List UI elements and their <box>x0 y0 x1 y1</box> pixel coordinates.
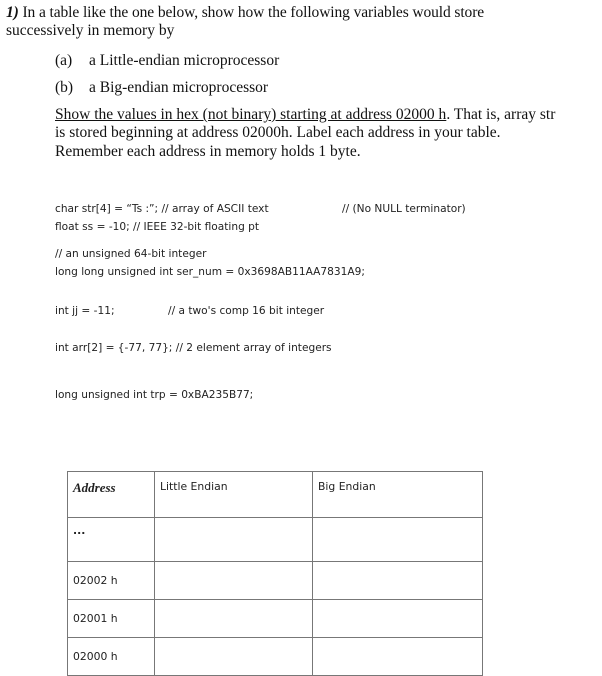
little-endian-cell[interactable] <box>155 562 313 600</box>
big-endian-cell[interactable] <box>313 518 483 562</box>
part-b <box>55 79 268 97</box>
code-jj-comment: // a two's comp 16 bit integer <box>168 305 325 317</box>
big-endian-cell[interactable] <box>313 562 483 600</box>
address-cell: 02002 h <box>68 562 155 600</box>
big-endian-cell[interactable] <box>313 600 483 638</box>
code-ser-comment: // an unsigned 64-bit integer <box>55 248 207 260</box>
instructions-line-1 <box>55 106 555 124</box>
instructions-underlined: Show the values in hex (not binary) starting at address 02000 h <box>55 106 447 123</box>
table-header-row <box>68 472 483 518</box>
code-str-decl: char str[4] = “Ts :”; // array of ASCII text <box>55 203 269 215</box>
header-little-endian: Little Endian <box>155 472 313 518</box>
little-endian-cell[interactable] <box>155 638 313 676</box>
part-b-text: a Big-endian microprocessor <box>89 79 269 96</box>
address-cell: 02001 h <box>68 600 155 638</box>
code-ser-decl: long long unsigned int ser_num = 0x3698AB11AA7831A9; <box>55 266 365 278</box>
code-trp-decl: long unsigned int trp = 0xBA235B77; <box>55 389 254 401</box>
memory-table <box>67 471 483 676</box>
big-endian-cell[interactable] <box>313 638 483 676</box>
address-cell: ... <box>68 518 155 562</box>
question-line-2: successively in memory by <box>6 22 175 39</box>
table-row <box>68 518 483 562</box>
instructions-rest: . That is, array str <box>446 106 556 123</box>
code-arr-decl: int arr[2] = {-77, 77}; // 2 element array of integers <box>55 342 332 354</box>
little-endian-cell[interactable] <box>155 518 313 562</box>
part-a <box>55 52 279 70</box>
code-jj-decl: int jj = -11; <box>55 305 115 317</box>
instructions-line-2: is stored beginning at address 02000h. Label each address in your table. <box>55 124 501 141</box>
question-text-1: In a table like the one below, show how the following variables would store <box>22 4 485 21</box>
little-endian-cell[interactable] <box>155 600 313 638</box>
table-row <box>68 600 483 638</box>
question-number: 1) <box>6 4 19 21</box>
table-row <box>68 638 483 676</box>
question-line-1 <box>6 4 484 22</box>
instructions-line-3: Remember each address in memory holds 1 byte. <box>55 143 361 160</box>
header-address: Address <box>68 472 155 518</box>
address-cell: 02000 h <box>68 638 155 676</box>
code-float-decl: float ss = -10; // IEEE 32-bit floating pt <box>55 221 260 233</box>
header-big-endian: Big Endian <box>313 472 483 518</box>
part-b-label: (b) <box>55 79 74 96</box>
table-row <box>68 562 483 600</box>
part-a-label: (a) <box>55 52 73 69</box>
part-a-text: a Little-endian microprocessor <box>89 52 280 69</box>
code-str-comment: // (No NULL terminator) <box>342 203 466 215</box>
